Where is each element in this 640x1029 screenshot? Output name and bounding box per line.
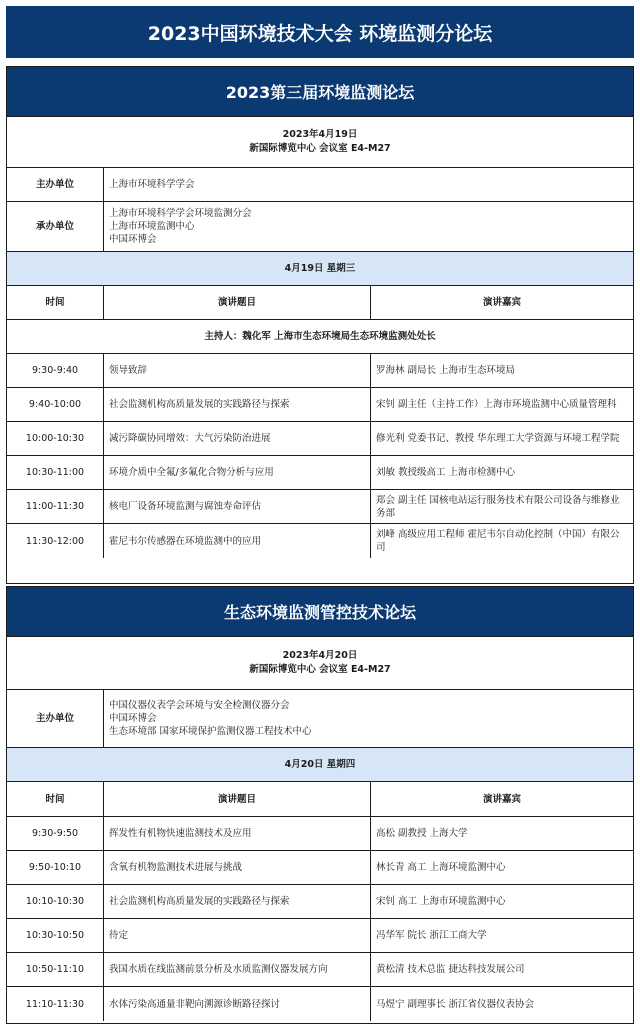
forum1-host-row xyxy=(7,320,633,354)
forum2-section xyxy=(6,586,634,1024)
sponsor-label: 主办单位 xyxy=(35,179,74,190)
sponsor-name: 上海市环境科学学会 xyxy=(109,179,195,190)
sponsor-label: 主办单位 xyxy=(35,713,74,724)
table-row: 10:00-10:30 减污降碳协同增效：大气污染防治进展 修光利 党委书记、教授 华东理工大学资源与环境工程学院 xyxy=(7,422,633,456)
page-title: 2023中国环境技术大会 环境监测分论坛 xyxy=(6,6,634,58)
forum1-table-header xyxy=(7,286,633,320)
organizer-label: 承办单位 xyxy=(35,221,74,232)
forum2-table-header xyxy=(7,782,633,817)
header-time: 时间 xyxy=(45,793,65,805)
sponsor-name: 生态环境部 国家环境保护监测仪器工程技术中心 xyxy=(109,726,312,737)
header-topic: 演讲题目 xyxy=(103,782,370,816)
table-row: 9:30-9:50 挥发性有机物快速监测技术及应用 高松 副教授 上海大学 xyxy=(7,817,633,851)
table-row: 9:50-10:10 含氧有机物监测技术进展与挑战 林长青 高工 上海环境监测中心 xyxy=(7,851,633,885)
host: 主持人：魏化军 上海市生态环境局生态环境监测处处长 xyxy=(204,331,436,342)
forum1-day-band: 4月19日 星期三 xyxy=(7,252,633,286)
forum2-date-venue xyxy=(7,637,633,690)
organizer-name: 上海市环境科学学会环境监测分会 xyxy=(109,208,252,219)
sponsor-name: 中国环博会 xyxy=(109,713,157,724)
forum2-title: 生态环境监测管控技术论坛 xyxy=(7,587,633,637)
organizer-name: 中国环博会 xyxy=(109,234,157,245)
organizer-name: 上海市环境监测中心 xyxy=(109,221,195,232)
forum2-sponsor-row xyxy=(7,690,633,748)
forum2-day-band: 4月20日 星期四 xyxy=(7,748,633,782)
table-row: 10:50-11:10 我国水质在线监测前景分析及水质监测仪器发展方向 黄松清 技术总监 捷达科技发展公司 xyxy=(7,953,633,987)
header-speaker: 演讲嘉宾 xyxy=(370,782,633,816)
forum2-venue: 新国际博览中心 会议室 E4-M27 xyxy=(249,664,391,675)
forum1-organizer-row xyxy=(7,202,633,252)
sponsor-name: 中国仪器仪表学会环境与安全检测仪器分会 xyxy=(109,700,290,711)
forum1-section xyxy=(6,66,634,584)
table-row: 9:30-9:40 领导致辞 罗海林 副局长 上海市生态环境局 xyxy=(7,354,633,388)
table-row: 10:30-11:00 环境介质中全氟/多氟化合物分析与应用 刘敏 教授级高工 上海市检测中心 xyxy=(7,456,633,490)
table-row: 11:00-11:30 核电厂设备环境监测与腐蚀寿命评估 郑会 副主任 国核电站运行服务技术有限公司设备与维修业务部 xyxy=(7,490,633,524)
forum1-sponsor-row xyxy=(7,168,633,202)
forum1-title: 2023第三届环境监测论坛 xyxy=(7,67,633,117)
table-row: 10:30-10:50 待定 冯华军 院长 浙江工商大学 xyxy=(7,919,633,953)
forum1-date: 2023年4月19日 xyxy=(282,129,358,140)
header-time: 时间 xyxy=(45,297,65,308)
header-topic: 演讲题目 xyxy=(103,286,370,319)
forum2-date: 2023年4月20日 xyxy=(282,650,358,661)
forum1-date-venue xyxy=(7,117,633,168)
table-row: 10:10-10:30 社会监测机构高质量发展的实践路径与探索 宋钊 高工 上海市环境监测中心 xyxy=(7,885,633,919)
table-row: 9:40-10:00 社会监测机构高质量发展的实践路径与探索 宋钊 副主任（主持工作）上海市环境监测中心质量管理科 xyxy=(7,388,633,422)
forum1-venue: 新国际博览中心 会议室 E4-M27 xyxy=(249,143,391,154)
header-speaker: 演讲嘉宾 xyxy=(370,286,633,319)
table-row: 11:10-11:30 水体污染高通量非靶向溯源诊断路径探讨 马煜宁 副理事长 浙江省仪器仪表协会 xyxy=(7,987,633,1021)
table-row: 11:30-12:00 霍尼韦尔传感器在环境监测中的应用 刘峰 高级应用工程师 霍尼韦尔自动化控制（中国）有限公司 xyxy=(7,524,633,558)
